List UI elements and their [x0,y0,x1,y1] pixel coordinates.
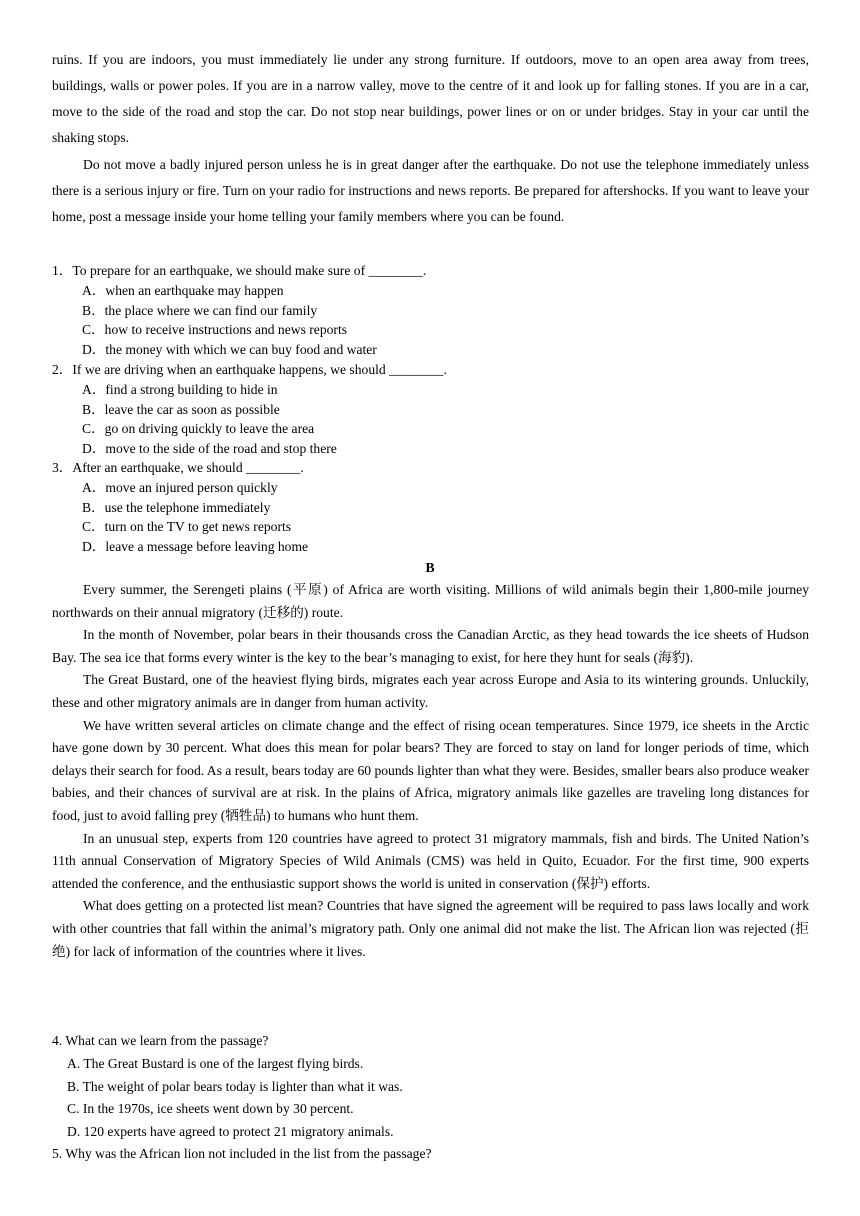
question-2-options [82,380,337,459]
section-b-heading: B [425,560,435,575]
question-4-stem: 4. What can we learn from the passage? [52,1033,269,1048]
question-2-option-c: C．go on driving quickly to leave the area [82,421,315,437]
passage-b [52,579,809,963]
question-2-option-b: B．leave the car as soon as possible [82,401,280,417]
passage-a-paragraph-2: Do not move a badly injured person unless he is in great danger after the earthquake. Do not use the telephone immediately unless there is a serious injury or fire. Turn on your radio for instructions and news reports. Be prepared for aftershocks. If you want to leave your home, post a message inside your home telling your family members where you can be found. [52,157,809,224]
passage-b-paragraph-6: What does getting on a protected list mean? Countries that have signed the agreement will be required to pass laws locally and work with other countries that fall within the animal’s migratory path. Only one animal did not make the list. The African lion was rejected (拒绝) for lack of information of the countries where it lives. [52,898,809,959]
passage-a-paragraph-1: ruins. If you are indoors, you must immediately lie under any strong furniture. If outdoors, move to an open area away from trees, buildings, walls or power poles. If you are in a narrow valley, move to the centre of it and look up for falling stones. If you are in a car, move to the side of the road and stop the car. Do not stop near buildings, power lines or on or under bridges. Stay in your car until the shaking stops. [52,52,809,145]
question-2-stem: 2．If we are driving when an earthquake happens, we should ________. [52,362,447,377]
question-3-options [82,478,308,557]
passage-b-paragraph-1: Every summer, the Serengeti plains (平原) of Africa are worth visiting. Millions of wild animals begin their 1,800-mile journey northwards on their annual migratory (迁移的) route. [52,582,809,620]
question-3-option-d: D．leave a message before leaving home [82,539,309,555]
question-3-stem: 3．After an earthquake, we should ________. [52,460,304,475]
question-1-option-c: C．how to receive instructions and news reports [82,322,348,338]
question-1-option-d: D．the money with which we can buy food and water [82,342,377,358]
question-1-option-b: B．the place where we can find our family [82,302,318,318]
passage-b-paragraph-3: The Great Bustard, one of the heaviest flying birds, migrates each year across Europe and Asia to its wintering grounds. Unluckily, these and other migratory animals are in danger from human activity. [52,672,809,710]
question-4-option-a: A. The Great Bustard is one of the largest flying birds. [67,1056,364,1071]
question-3-option-a: A．move an injured person quickly [82,480,278,495]
question-1-options [82,281,377,360]
question-4-option-d: D. 120 experts have agreed to protect 21 migratory animals. [67,1123,394,1139]
passage-b-paragraph-5: In an unusual step, experts from 120 countries have agreed to protect 31 migratory mammals, fish and birds. The United Nation’s 11th annual Conservation of Migratory Species of Wild Animals (CMS) was held in Quito, Ecuador. For the first time, 900 experts attended the conference, and the enthusiastic support shows the world is united in conservation (保护) efforts. [52,830,809,891]
question-5-stem: 5. Why was the African lion not included in the list from the passage? [52,1146,432,1161]
question-3-option-b: B．use the telephone immediately [82,499,271,515]
question-1-stem: 1．To prepare for an earthquake, we should make sure of ________. [52,263,427,278]
passage-b-paragraph-4: We have written several articles on climate change and the effect of rising ocean temperatures. Since 1979, ice sheets in the Arctic have gone down by 30 percent. What does this mean for polar bears? They are forced to stay on land for longer periods of time, which delays their search for food. As a result, bears today are 60 pounds lighter than what they were. Besides, smaller bears also produce weaker babies, and their chances of survival are at risk. In the plains of Africa, migratory animals like gazelles are traveling long distances for food, just to avoid falling prey (牺牲品) to humans who hunt them. [52,717,809,823]
passage-b-paragraph-2: In the month of November, polar bears in their thousands cross the Canadian Arctic, as they head towards the ice sheets of Hudson Bay. The sea ice that forms every winter is the key to the bear’s managing to exist, for here they hunt for seals (海豹). [52,627,809,665]
question-2-option-d: D．move to the side of the road and stop there [82,441,337,457]
question-4-option-b: B. The weight of polar bears today is lighter than what it was. [67,1078,403,1094]
question-3-option-c: C．turn on the TV to get news reports [82,519,292,535]
question-4-options [67,1053,403,1143]
question-2-option-a: A．find a strong building to hide in [82,382,278,397]
question-4-option-c: C. In the 1970s, ice sheets went down by 30 percent. [67,1101,354,1117]
question-1-option-a: A．when an earthquake may happen [82,283,284,298]
